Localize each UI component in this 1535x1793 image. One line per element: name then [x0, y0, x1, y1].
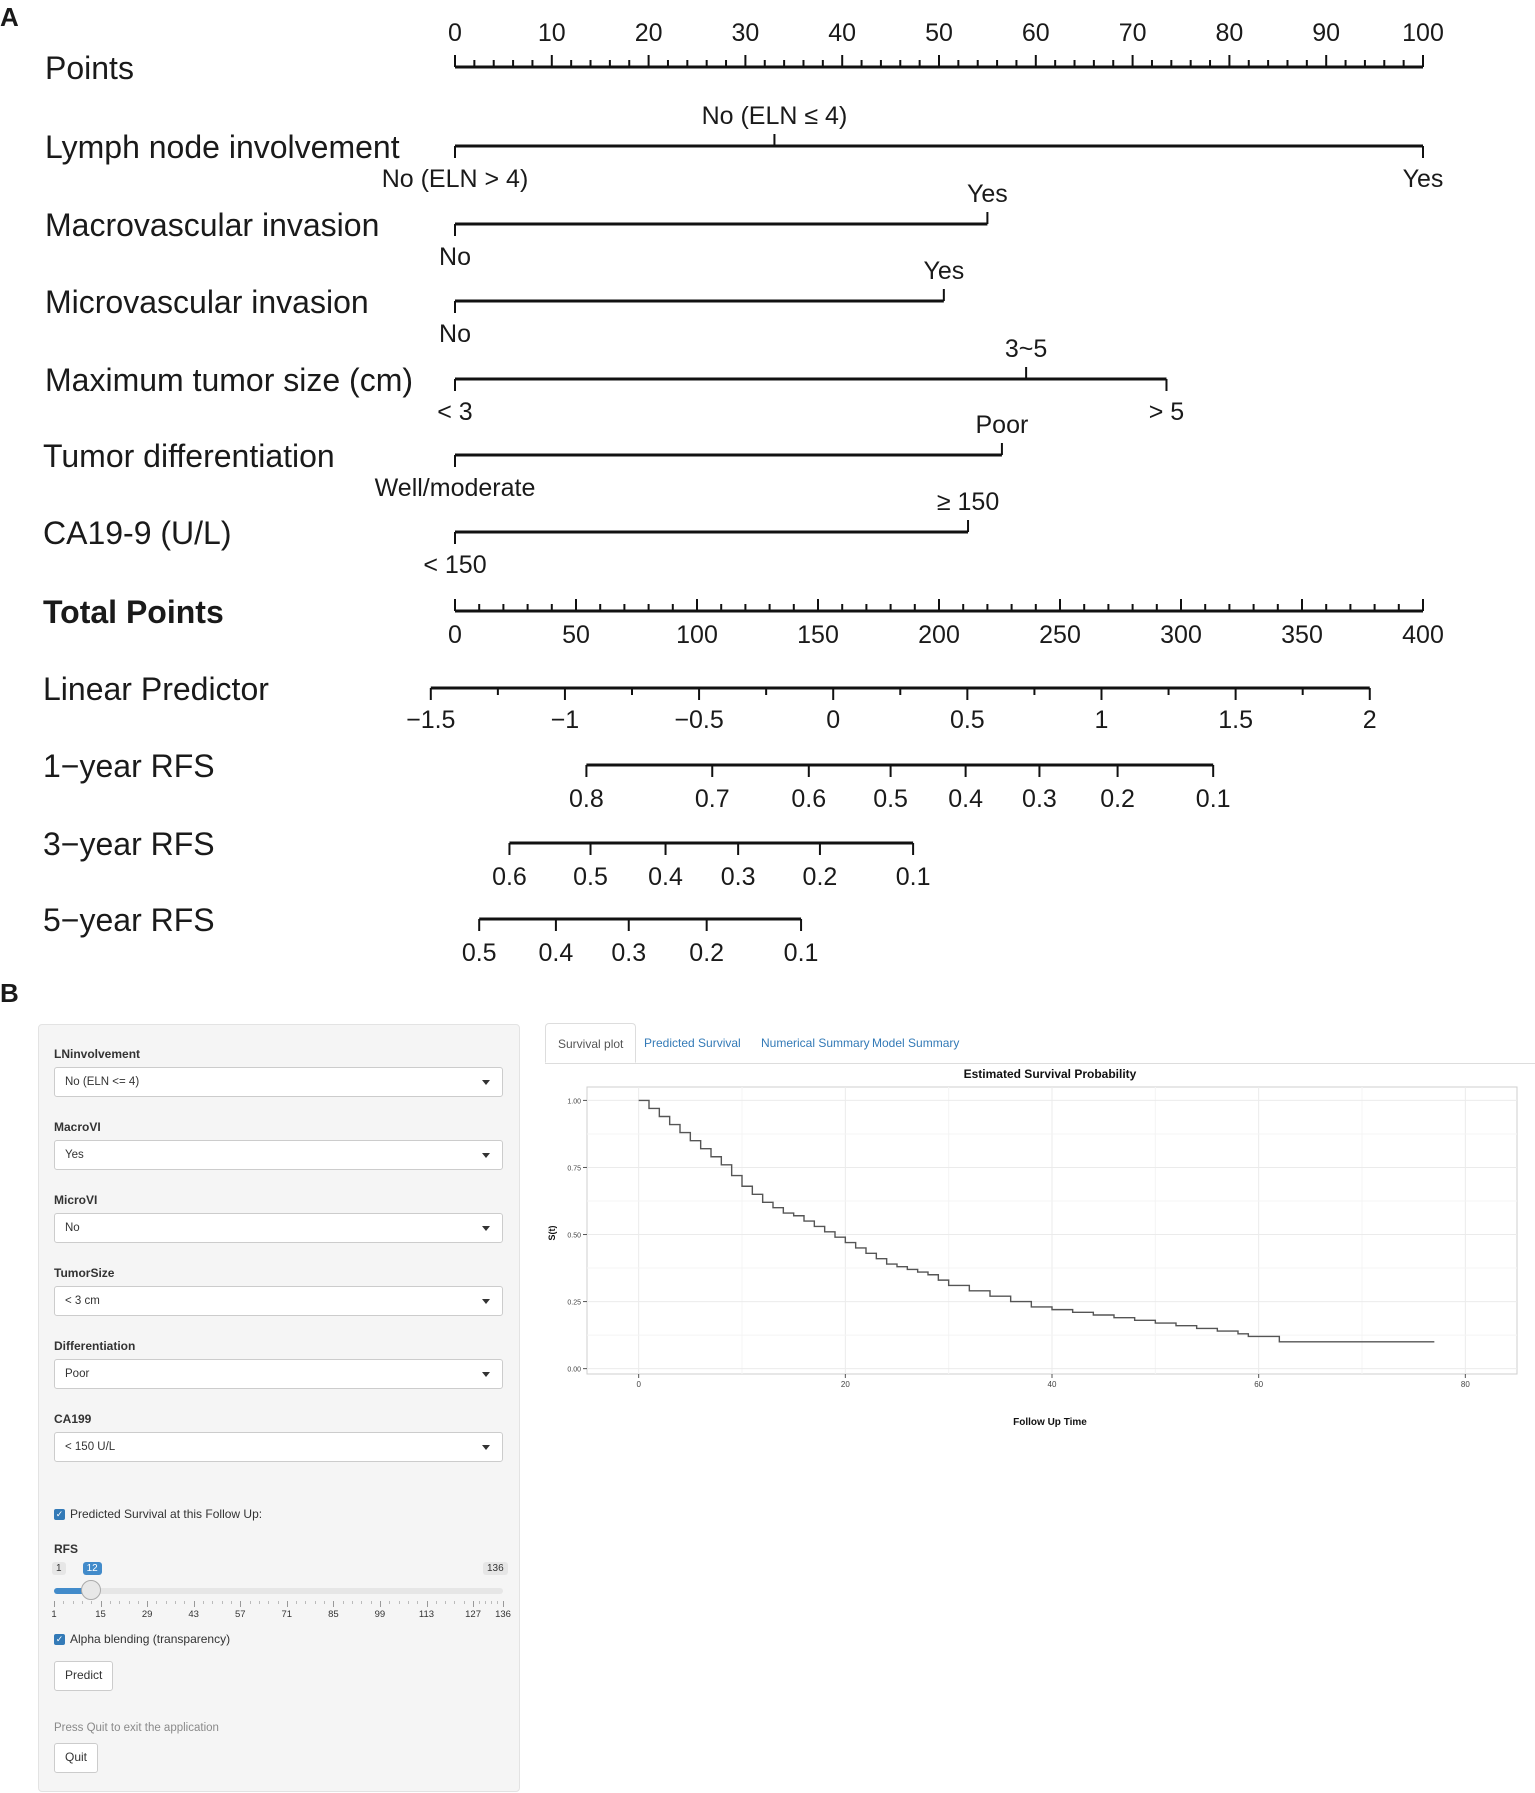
- slider-grid-minor-tick: [389, 1601, 390, 1604]
- row-label: Linear Predictor: [43, 671, 269, 707]
- slider-grid-tick: [380, 1601, 381, 1607]
- tick-label: −0.5: [674, 706, 724, 734]
- slider-grid-minor-tick: [212, 1601, 213, 1604]
- row-label: CA19-9 (U/L): [43, 515, 232, 551]
- level-label: No: [439, 243, 471, 271]
- slider-grid-minor-tick: [445, 1601, 446, 1604]
- tab-predicted-survival[interactable]: Predicted Survival: [644, 1036, 741, 1050]
- slider-grid-minor-tick: [231, 1601, 232, 1604]
- sidebar-panel: [38, 1024, 520, 1792]
- slider-grid-minor-tick: [91, 1601, 92, 1604]
- slider-grid-minor-tick: [464, 1601, 465, 1604]
- quit-button[interactable]: Quit: [54, 1743, 98, 1773]
- tick-label: 80: [1215, 19, 1244, 47]
- tick-label: 200: [918, 621, 960, 649]
- slider-grid-tick: [54, 1601, 55, 1607]
- ca199-label: CA199: [54, 1412, 92, 1426]
- slider-grid-label: 57: [234, 1609, 246, 1620]
- tick-label: 0: [448, 621, 462, 649]
- row-label: 1−year RFS: [43, 748, 215, 784]
- slider-grid-minor-tick: [343, 1601, 344, 1604]
- slider-handle[interactable]: [81, 1580, 101, 1600]
- slider-grid-label: 113: [418, 1609, 435, 1620]
- row-label: 3−year RFS: [43, 826, 215, 862]
- level-label: > 5: [1148, 398, 1185, 426]
- slider-grid-minor-tick: [454, 1601, 455, 1604]
- chevron-down-icon: [482, 1153, 490, 1158]
- slider-grid-label: 127: [465, 1609, 481, 1620]
- slider-grid-minor-tick: [361, 1601, 362, 1604]
- survival-plot: [545, 1063, 1535, 1433]
- slider-min-badge: 1: [52, 1562, 66, 1575]
- slider-grid-minor-tick: [408, 1601, 409, 1604]
- survival-plot-title: Estimated Survival Probability: [963, 1067, 1137, 1081]
- x-tick-label: 20: [840, 1380, 850, 1389]
- slider-grid-label: 15: [95, 1609, 106, 1620]
- differentiation-label: Differentiation: [54, 1339, 136, 1353]
- chevron-down-icon: [482, 1299, 490, 1304]
- row-label: Lymph node involvement: [45, 129, 400, 165]
- tick-label: 0.5: [461, 939, 497, 967]
- tick-label: −1.5: [406, 706, 456, 734]
- tumorsize-label: TumorSize: [54, 1266, 115, 1280]
- slider-grid-tick: [427, 1601, 428, 1607]
- x-axis-label: Follow Up Time: [1013, 1417, 1087, 1428]
- predicted-survival-checkbox[interactable]: [54, 1507, 262, 1521]
- tab-model-summary[interactable]: Model Summary: [872, 1036, 960, 1050]
- predicted-survival-checkbox-label: Predicted Survival at this Follow Up:: [70, 1507, 263, 1521]
- microvi-value: No: [65, 1222, 80, 1234]
- slider-grid-minor-tick: [129, 1601, 130, 1604]
- tick-label: 0.3: [1022, 785, 1057, 813]
- level-label: Poor: [975, 411, 1029, 439]
- slider-max-badge: 136: [483, 1562, 508, 1575]
- tumorsize-select[interactable]: [54, 1286, 503, 1316]
- slider-grid-minor-tick: [268, 1601, 269, 1604]
- slider-grid-minor-tick: [436, 1601, 437, 1604]
- tick-label: 90: [1312, 19, 1341, 47]
- slider-grid-label: 71: [281, 1609, 293, 1620]
- level-label: No (ELN > 4): [381, 165, 529, 193]
- slider-grid-minor-tick: [156, 1601, 157, 1604]
- microvi-select[interactable]: [54, 1213, 503, 1243]
- slider-grid-minor-tick: [278, 1601, 279, 1604]
- panel-label-a: A: [0, 2, 19, 32]
- x-tick-label: 60: [1254, 1380, 1264, 1389]
- slider-grid-minor-tick: [417, 1601, 418, 1604]
- level-label: No (ELN ≤ 4): [701, 102, 848, 130]
- tick-label: 0.5: [573, 863, 608, 891]
- level-label: Well/moderate: [374, 474, 536, 502]
- tick-label: 0.2: [802, 863, 838, 891]
- tick-label: 0.6: [791, 785, 827, 813]
- slider-grid-minor-tick: [315, 1601, 316, 1604]
- slider-grid-minor-tick: [497, 1601, 498, 1604]
- slider-grid-minor-tick: [399, 1601, 400, 1604]
- slider-value-badge: 12: [83, 1562, 102, 1575]
- tick-label: 0.7: [694, 785, 730, 813]
- slider-grid-minor-tick: [138, 1601, 139, 1604]
- tick-label: 0.2: [1100, 785, 1135, 813]
- level-label: Yes: [967, 180, 1008, 208]
- differentiation-value: Poor: [65, 1368, 90, 1380]
- row-label: Total Points: [43, 594, 224, 630]
- tick-label: −1: [550, 706, 580, 734]
- row-label: Microvascular invasion: [45, 284, 369, 320]
- rfs-slider[interactable]: [54, 1588, 503, 1594]
- macrovi-select[interactable]: [54, 1140, 503, 1170]
- tick-label: 20: [634, 19, 663, 47]
- tick-label: 0.3: [611, 939, 647, 967]
- tick-label: 0.6: [492, 863, 527, 891]
- slider-grid-minor-tick: [82, 1601, 83, 1604]
- slider-grid-tick: [503, 1601, 504, 1607]
- rfs-slider-label: RFS: [54, 1542, 78, 1556]
- tick-label: 40: [828, 19, 857, 47]
- slider-grid-label: 29: [141, 1609, 153, 1620]
- checkmark-icon: ✓: [55, 1633, 64, 1644]
- slider-grid-minor-tick: [203, 1601, 204, 1604]
- level-label: < 150: [423, 551, 487, 579]
- tick-label: 250: [1039, 621, 1081, 649]
- tick-label: 1: [1094, 706, 1109, 734]
- chevron-down-icon: [482, 1080, 490, 1085]
- tick-label: 70: [1118, 19, 1147, 47]
- level-label: ≥ 150: [936, 488, 1000, 516]
- lninvolvement-label: LNinvolvement: [54, 1047, 141, 1061]
- tick-label: 0.1: [895, 863, 931, 891]
- panel-label-b: B: [0, 978, 19, 1008]
- slider-grid-minor-tick: [250, 1601, 251, 1604]
- row-label: 5−year RFS: [43, 902, 215, 938]
- x-tick-label: 40: [1047, 1380, 1057, 1389]
- macrovi-label: MacroVI: [54, 1120, 101, 1134]
- slider-grid-label: 136: [495, 1609, 511, 1620]
- level-label: < 3: [437, 398, 473, 426]
- y-tick-label: 0.50: [567, 1232, 581, 1240]
- tick-label: 2: [1362, 706, 1377, 734]
- tick-label: 400: [1402, 621, 1444, 649]
- y-tick-label: 0.00: [567, 1366, 581, 1374]
- slider-grid-minor-tick: [110, 1601, 111, 1604]
- tick-label: 300: [1160, 621, 1202, 649]
- level-label: No: [439, 320, 471, 348]
- tick-label: 0.4: [648, 863, 683, 891]
- tick-label: 60: [1021, 19, 1050, 47]
- slider-grid-minor-tick: [305, 1601, 306, 1604]
- lninvolvement-select[interactable]: [54, 1067, 503, 1097]
- x-tick-label: 80: [1460, 1380, 1470, 1389]
- chevron-down-icon: [482, 1445, 490, 1450]
- tick-label: 0.2: [689, 939, 725, 967]
- tick-label: 50: [562, 621, 590, 649]
- slider-grid-label: 1: [51, 1609, 57, 1620]
- ca199-value: < 150 U/L: [65, 1441, 116, 1453]
- chevron-down-icon: [482, 1226, 490, 1231]
- row-label: Points: [45, 50, 134, 86]
- output-tabs: [545, 1023, 1535, 1064]
- y-tick-label: 1.00: [567, 1098, 581, 1106]
- tumorsize-value: < 3 cm: [65, 1295, 100, 1307]
- tick-label: 50: [925, 19, 953, 47]
- slider-grid-label: 99: [374, 1609, 386, 1620]
- level-label: Yes: [1402, 165, 1444, 193]
- alpha-blending-checkbox[interactable]: [54, 1632, 230, 1646]
- x-tick-label: 0: [636, 1380, 641, 1389]
- slider-grid-minor-tick: [175, 1601, 176, 1604]
- tick-label: 1.5: [1218, 706, 1254, 734]
- quit-hint: Press Quit to exit the application: [54, 1722, 219, 1734]
- microvi-label: MicroVI: [54, 1193, 98, 1207]
- slider-grid-minor-tick: [184, 1601, 185, 1604]
- slider-grid-tick: [147, 1601, 148, 1607]
- slider-grid-minor-tick: [166, 1601, 167, 1604]
- lninvolvement-value: No (ELN <= 4): [65, 1076, 140, 1088]
- slider-grid-minor-tick: [352, 1601, 353, 1604]
- slider-grid-minor-tick: [371, 1601, 372, 1604]
- slider-grid-minor-tick: [63, 1601, 64, 1604]
- slider-grid-tick: [101, 1601, 102, 1607]
- tick-label: 0.4: [538, 939, 574, 967]
- slider-grid-tick: [240, 1601, 241, 1607]
- tick-label: 0: [826, 706, 841, 734]
- alpha-blending-checkbox-label: Alpha blending (transparency): [70, 1632, 231, 1646]
- slider-grid-minor-tick: [296, 1601, 297, 1604]
- level-label: Yes: [923, 257, 965, 285]
- slider-grid-label: 43: [188, 1609, 199, 1620]
- tick-label: 350: [1281, 621, 1323, 649]
- tick-label: 10: [537, 19, 566, 47]
- row-label: Macrovascular invasion: [45, 207, 380, 243]
- chevron-down-icon: [482, 1372, 490, 1377]
- level-label: 3~5: [1004, 335, 1048, 363]
- slider-grid-label: 85: [328, 1609, 339, 1620]
- slider-grid-tick: [473, 1601, 474, 1607]
- tick-label: 0.1: [783, 939, 819, 967]
- y-axis-label: S(t): [547, 1225, 557, 1241]
- tick-label: 150: [797, 621, 839, 649]
- slider-grid-tick: [287, 1601, 288, 1607]
- tab-survival-plot[interactable]: Survival plot: [545, 1023, 636, 1063]
- slider-grid-tick: [194, 1601, 195, 1607]
- slider-grid-tick: [333, 1601, 334, 1607]
- tick-label: 0.5: [873, 785, 908, 813]
- slider-grid-minor-tick: [485, 1601, 486, 1604]
- tick-label: 0.4: [948, 785, 984, 813]
- tick-label: 0.3: [720, 863, 756, 891]
- slider-grid-minor-tick: [73, 1601, 74, 1604]
- tick-label: 0.1: [1195, 785, 1231, 813]
- tick-label: 0: [448, 19, 462, 47]
- row-label: Maximum tumor size (cm): [45, 362, 414, 398]
- y-tick-label: 0.75: [567, 1165, 581, 1173]
- differentiation-select[interactable]: [54, 1359, 503, 1389]
- y-tick-label: 0.25: [567, 1299, 581, 1307]
- tick-label: 100: [1402, 19, 1444, 47]
- slider-grid-minor-tick: [222, 1601, 223, 1604]
- tick-label: 100: [676, 621, 718, 649]
- slider-grid-minor-tick: [491, 1601, 492, 1604]
- slider-grid-minor-tick: [324, 1601, 325, 1604]
- tick-label: 0.5: [949, 706, 985, 734]
- tick-label: 30: [731, 19, 760, 47]
- tab-numerical-summary[interactable]: Numerical Summary: [761, 1036, 870, 1050]
- predict-button[interactable]: Predict: [54, 1661, 113, 1691]
- checkmark-icon: ✓: [55, 1508, 64, 1519]
- ca199-select[interactable]: [54, 1432, 503, 1462]
- slider-grid-minor-tick: [259, 1601, 260, 1604]
- slider-grid-minor-tick: [479, 1601, 480, 1604]
- slider-grid-minor-tick: [119, 1601, 120, 1604]
- macrovi-value: Yes: [65, 1149, 84, 1161]
- tick-label: 0.8: [569, 785, 604, 813]
- row-label: Tumor differentiation: [43, 438, 335, 474]
